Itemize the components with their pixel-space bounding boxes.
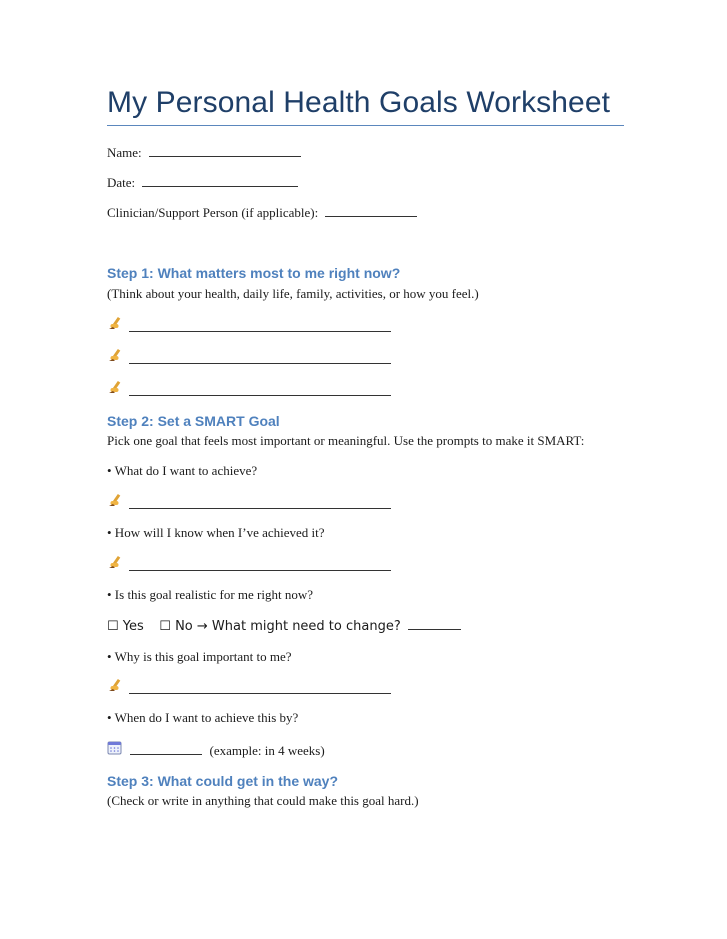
title-divider <box>107 125 624 126</box>
date-input-line[interactable] <box>142 175 298 187</box>
achieve-answer-row <box>107 493 391 509</box>
know-answer-row <box>107 555 391 571</box>
writing-hand-icon <box>107 678 123 694</box>
prompt-realistic: • Is this goal realistic for me right now? <box>107 587 314 602</box>
page-title: My Personal Health Goals Worksheet <box>107 86 611 119</box>
achieve-answer-line[interactable] <box>129 497 391 509</box>
target-date-example: (example: in 4 weeks) <box>209 743 325 758</box>
clinician-label: Clinician/Support Person (if applicable): <box>107 205 319 220</box>
step-1-answer-line-2[interactable] <box>129 352 391 364</box>
step-1-answer-line-1[interactable] <box>129 320 391 332</box>
name-field-row <box>107 144 301 162</box>
name-input-line[interactable] <box>149 145 301 157</box>
step-1-heading: Step 1: What matters most to me right now? <box>107 265 401 281</box>
target-date-line[interactable] <box>130 743 202 755</box>
important-answer-row <box>107 678 391 694</box>
prompt-important: • Why is this goal important to me? <box>107 649 292 664</box>
prompt-when: • When do I want to achieve this by? <box>107 710 299 725</box>
no-checkbox-option[interactable]: ☐ No → What might need to change? <box>159 619 401 634</box>
step-1-instruction: (Think about your health, daily life, family, activities, or how you feel.) <box>107 286 479 301</box>
step-3-heading: Step 3: What could get in the way? <box>107 773 339 789</box>
step-1-answer-row-1 <box>107 316 391 332</box>
step-2-heading: Step 2: Set a SMART Goal <box>107 413 280 429</box>
step-2-instruction: Pick one goal that feels most important or meaningful. Use the prompts to make it SMART: <box>107 433 585 448</box>
change-input-line[interactable] <box>408 618 461 630</box>
prompt-achieve: • What do I want to achieve? <box>107 463 258 478</box>
yes-checkbox-option[interactable]: ☐ Yes <box>107 619 144 634</box>
important-answer-line[interactable] <box>129 682 391 694</box>
name-label: Name: <box>107 145 142 160</box>
writing-hand-icon <box>107 380 123 396</box>
clinician-field-row <box>107 204 417 222</box>
step-1-answer-row-3 <box>107 380 391 396</box>
date-field-row <box>107 174 298 192</box>
target-date-row <box>107 740 325 760</box>
step-1-answer-line-3[interactable] <box>129 384 391 396</box>
writing-hand-icon <box>107 348 123 364</box>
calendar-icon <box>107 740 122 755</box>
step-3-instruction: (Check or write in anything that could make this goal hard.) <box>107 793 419 808</box>
clinician-input-line[interactable] <box>325 205 417 217</box>
date-label: Date: <box>107 175 136 190</box>
writing-hand-icon <box>107 316 123 332</box>
know-answer-line[interactable] <box>129 559 391 571</box>
writing-hand-icon <box>107 493 123 509</box>
prompt-know: • How will I know when I’ve achieved it? <box>107 525 325 540</box>
writing-hand-icon <box>107 555 123 571</box>
step-1-answer-row-2 <box>107 348 391 364</box>
realistic-choice-row <box>107 617 461 636</box>
